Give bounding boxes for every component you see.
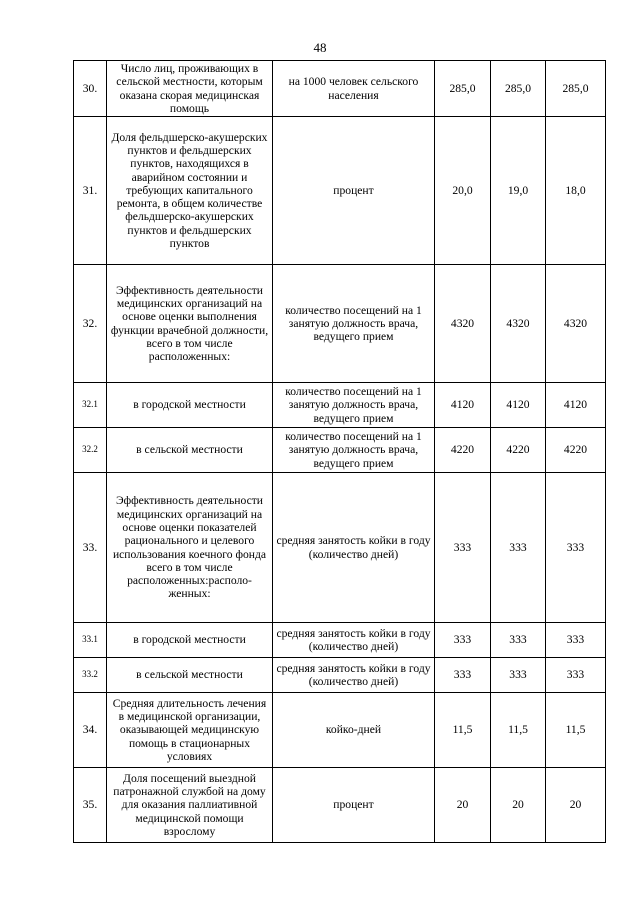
- table-row: [74, 623, 606, 658]
- value-year-2: 20: [491, 768, 546, 843]
- value-year-3: 4320: [546, 265, 606, 383]
- value-year-1: 11,5: [435, 693, 491, 768]
- value-year-2: 4220: [491, 428, 546, 473]
- row-number: 31.: [74, 117, 107, 265]
- value-year-3: 333: [546, 473, 606, 623]
- indicator-name: в городской местности: [107, 383, 273, 428]
- row-number: 34.: [74, 693, 107, 768]
- value-year-1: 285,0: [435, 61, 491, 117]
- indicator-name: в сельской местности: [107, 658, 273, 693]
- unit-of-measure: на 1000 человек сельского населения: [273, 61, 435, 117]
- table-row: [74, 693, 606, 768]
- row-number: 33.1: [74, 623, 107, 658]
- indicator-name: Эффективность деятельности медицинских организаций на основе оценки выполнения функции врачебной должности, всего в том числе расположенных:: [107, 265, 273, 383]
- value-year-3: 11,5: [546, 693, 606, 768]
- row-number: 33.: [74, 473, 107, 623]
- indicators-table-body: [74, 61, 606, 843]
- value-year-2: 4120: [491, 383, 546, 428]
- indicator-name: Эффективность деятельности медицинских организаций на основе оценки показателей рационального и целевого использования коечного фонда всего в том числе расположенных:располо-женных:: [107, 473, 273, 623]
- value-year-3: 285,0: [546, 61, 606, 117]
- value-year-3: 333: [546, 658, 606, 693]
- table-row: [74, 428, 606, 473]
- row-number: 35.: [74, 768, 107, 843]
- row-number: 32.2: [74, 428, 107, 473]
- value-year-1: 20,0: [435, 117, 491, 265]
- value-year-2: 19,0: [491, 117, 546, 265]
- unit-of-measure: процент: [273, 768, 435, 843]
- unit-of-measure: процент: [273, 117, 435, 265]
- unit-of-measure: средняя занятость койки в году (количество дней): [273, 658, 435, 693]
- row-number: 32.1: [74, 383, 107, 428]
- page-number: 48: [313, 40, 327, 55]
- value-year-1: 4320: [435, 265, 491, 383]
- value-year-1: 20: [435, 768, 491, 843]
- value-year-3: 18,0: [546, 117, 606, 265]
- unit-of-measure: количество посещений на 1 занятую должность врача, ведущего прием: [273, 265, 435, 383]
- unit-of-measure: средняя занятость койки в году (количество дней): [273, 473, 435, 623]
- row-number: 32.: [74, 265, 107, 383]
- unit-of-measure: средняя занятость койки в году (количество дней): [273, 623, 435, 658]
- value-year-1: 333: [435, 623, 491, 658]
- value-year-3: 333: [546, 623, 606, 658]
- value-year-1: 4220: [435, 428, 491, 473]
- table-row: [74, 768, 606, 843]
- unit-of-measure: количество посещений на 1 занятую должность врача, ведущего прием: [273, 383, 435, 428]
- value-year-2: 333: [491, 623, 546, 658]
- value-year-3: 4220: [546, 428, 606, 473]
- indicator-name: Доля посещений выездной патронажной службой на дому для оказания паллиативной медицинской помощи взрослому: [107, 768, 273, 843]
- row-number: 33.2: [74, 658, 107, 693]
- value-year-2: 333: [491, 658, 546, 693]
- indicator-name: Число лиц, проживающих в сельской местности, которым оказана скорая медицинская помощь: [107, 61, 273, 117]
- indicator-name: Доля фельдшерско-акушерских пунктов и фельдшерских пунктов, находящихся в аварийном состоянии и требующих капитального ремонта, в общем количестве фельдшерско-акушерских пунктов и фельдшерских пунктов: [107, 117, 273, 265]
- unit-of-measure: койко-дней: [273, 693, 435, 768]
- table-row: [74, 61, 606, 117]
- value-year-1: 333: [435, 658, 491, 693]
- value-year-3: 4120: [546, 383, 606, 428]
- indicator-name: Средняя длительность лечения в медицинской организации, оказывающей медицинскую помощь в стационарных условиях: [107, 693, 273, 768]
- value-year-2: 11,5: [491, 693, 546, 768]
- value-year-1: 333: [435, 473, 491, 623]
- indicators-table: [73, 60, 606, 843]
- table-row: [74, 265, 606, 383]
- value-year-3: 20: [546, 768, 606, 843]
- table-row: [74, 383, 606, 428]
- indicator-name: в городской местности: [107, 623, 273, 658]
- indicator-name: в сельской местности: [107, 428, 273, 473]
- table-row: [74, 658, 606, 693]
- table-row: [74, 117, 606, 265]
- value-year-1: 4120: [435, 383, 491, 428]
- value-year-2: 4320: [491, 265, 546, 383]
- row-number: 30.: [74, 61, 107, 117]
- table-row: [74, 473, 606, 623]
- value-year-2: 285,0: [491, 61, 546, 117]
- value-year-2: 333: [491, 473, 546, 623]
- unit-of-measure: количество посещений на 1 занятую должность врача, ведущего прием: [273, 428, 435, 473]
